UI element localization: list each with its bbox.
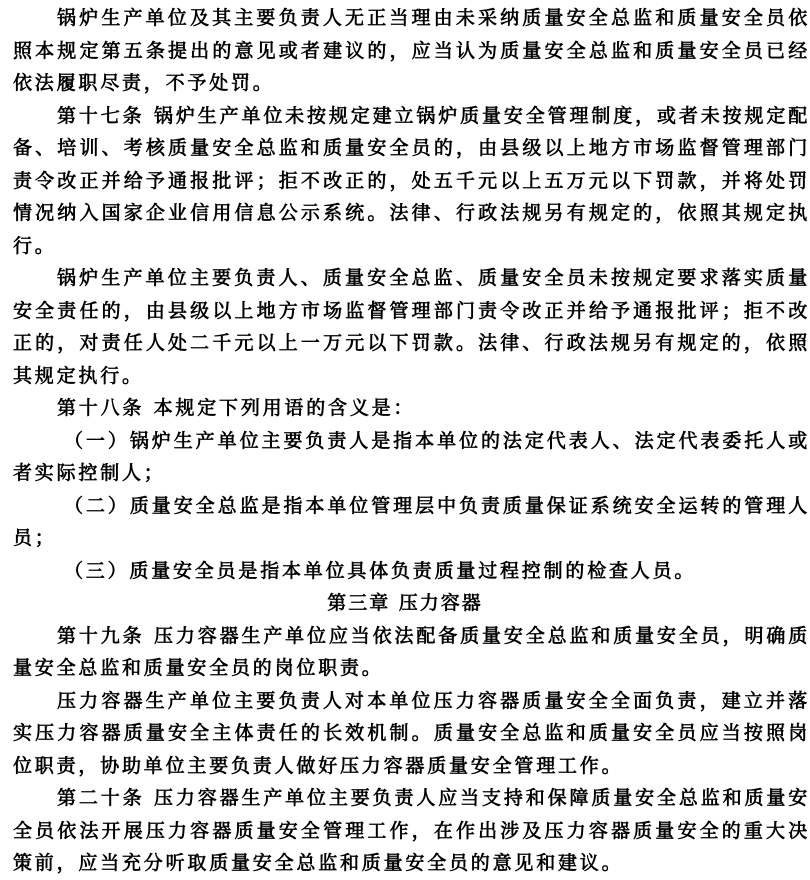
definition-item-3: （三）质量安全员是指本单位具体负责质量过程控制的检查人员。: [64, 559, 697, 582]
article-17: 第十七条 锅炉生产单位未按规定建立锅炉质量安全管理制度，或者未按规定配备、培训、考核质量安全总监和质量安全员的，由县级以上地方市场监督管理部门责令改正并给予通报批评；拒不改正的，处五千元以上五万元以下罚款，并将处罚情况纳入国家企业信用信息公示系统。法律、行政法规另有规定的，依照其规定执行。: [13, 104, 810, 257]
paragraph-no-penalty: 锅炉生产单位及其主要负责人无正当理由未采纳质量安全总监和质量安全员依照本规定第五条提出的意见或者建议的，应当认为质量安全总监和质量安全员已经依法履职尽责，不予处罚。: [13, 7, 810, 94]
definition-item-1: （一）锅炉生产单位主要负责人是指本单位的法定代表人、法定代表委托人或者实际控制人；: [13, 429, 810, 484]
paragraph-pressure-vessel-duties: 压力容器生产单位主要负责人对本单位压力容器质量安全全面负责，建立并落实压力容器质量安全主体责任的长效机制。质量安全总监和质量安全员应当按照岗位职责，协助单位主要负责人做好压力容器质量安全管理工作。: [13, 689, 810, 777]
chapter-heading: 第三章 压力容器: [327, 592, 483, 614]
definition-item-2: （二）质量安全总监是指本单位管理层中负责质量保证系统安全运转的管理人员；: [13, 494, 810, 549]
article-19: 第十九条 压力容器生产单位应当依法配备质量安全总监和质量安全员，明确质量安全总监和质量安全员的岗位职责。: [13, 624, 810, 679]
article-18: 第十八条 本规定下列用语的含义是：: [57, 397, 416, 419]
paragraph-responsible-persons: 锅炉生产单位主要负责人、质量安全总监、质量安全员未按规定要求落实质量安全责任的，由县级以上地方市场监督管理部门责令改正并给予通报批评；拒不改正的，对责任人处二千元以上一万元以下罚款。法律、行政法规另有规定的，依照其规定执行。: [13, 267, 810, 387]
article-20: 第二十条 压力容器生产单位主要负责人应当支持和保障质量安全总监和质量安全员依法开展压力容器质量安全管理工作，在作出涉及压力容器质量安全的重大决策前，应当充分听取质量安全总监和质量安全员的意见和建议。: [13, 787, 810, 874]
